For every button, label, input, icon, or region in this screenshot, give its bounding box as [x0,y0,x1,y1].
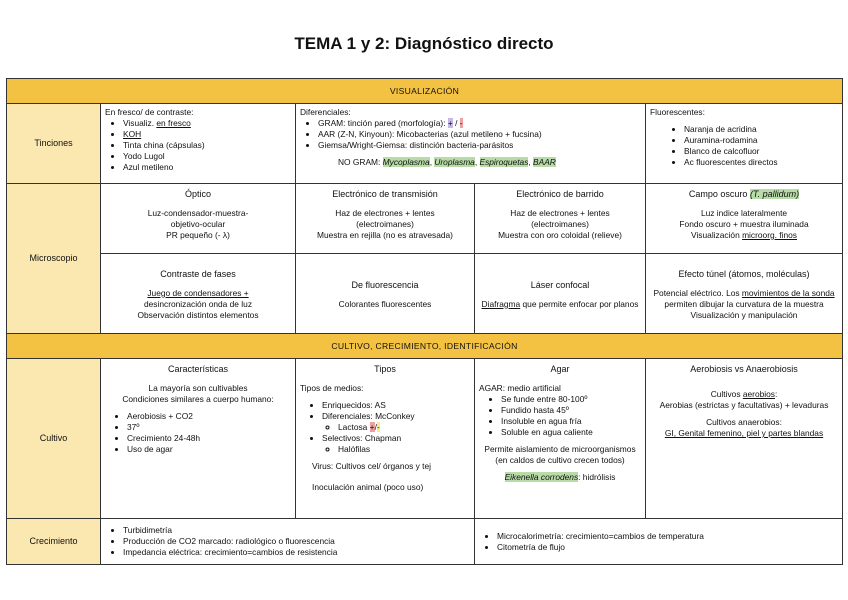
list-item: • Tinta china (cápsulas) [123,140,291,151]
list-item: • Ac fluorescentes directos [684,157,838,168]
cell-crecimiento-right [475,519,843,565]
agar-list [479,394,641,438]
list-item: • AAR (Z-N, Kinyoun): Micobacterias (azul metileno + fucsina) [318,129,641,140]
cell-caracteristicas: Características La mayoría son cultivables Condiciones similares a cuerpo humano: • Aerobiosis + CO2 • 37º • Crecimiento 24-48h • Uso de agar [101,359,296,519]
row-microscopio-2 [7,254,843,334]
list-item: • Yodo Lugol [123,151,291,162]
list-item: • Microcalorimetría: crecimiento=cambios de temperatura [497,531,838,542]
fresco-list [105,118,291,173]
diagnosis-table [6,78,843,565]
list-item: • Diferenciales: McConkey ◦ Lactosa +/- [322,411,470,433]
list-item: • Uso de agar [127,444,291,455]
list-item: • GRAM: tinción pared (morfología): + / - [318,118,641,129]
list-item: • Azul metileno [123,162,291,173]
list-item: • 37º [127,422,291,433]
lactosa-negative-mark: - [376,422,380,432]
lactosa-positive-mark: + [369,422,375,432]
list-item: • Naranja de acridina [684,124,838,135]
cell-efecto-tunel: Efecto túnel (átomos, moléculas) Potencial eléctrico. Los movimientos de la sonda permiten dibujar la curvatura de la muestra Visualización y manipulación [646,254,843,334]
list-item: • KOH [123,129,291,140]
gram-positive-mark: + [447,118,453,128]
cell-optico: Óptico Luz-condensador-muestra- objetivo-ocular PR pequeño (- λ) [101,184,296,254]
list-item: ◦ Halófilas [338,444,470,455]
diferenciales-list [300,118,641,151]
row-microscopio-1 [7,184,843,254]
row-label-tinciones: Tinciones [7,104,101,184]
crecimiento-right-list [479,531,838,553]
cell-campo-oscuro: Campo oscuro (T. pallidum) Luz indice lateralmente Fondo oscuro + muestra iluminada Visualización microorg. finos [646,184,843,254]
tipos-list [300,400,470,455]
row-label-microscopio: Microscopio [7,184,101,334]
crecimiento-left-list [105,525,470,558]
list-item: • Se funde entre 80-100º [501,394,641,405]
cell-transmision: Electrónico de transmisión Haz de electrones + lentes (electroimanes) Muestra en rejilla (no es atravesada) [296,184,475,254]
no-gram-line: NO GRAM: Mycoplasma, Uroplasma, Espiroquetas, BAAR [338,157,556,167]
section-header-visualizacion: VISUALIZACIÓN [7,79,843,104]
cell-fluorescencia: De fluorescencia Colorantes fluorescentes [296,254,475,334]
list-item: • Impedancia eléctrica: crecimiento=cambios de resistencia [123,547,470,558]
list-item: • Selectivos: Chapman ◦ Halófilas [322,433,470,455]
list-item: • Giemsa/Wright-Giemsa: distinción bacteria-parásitos [318,140,641,151]
caracteristicas-list [105,411,291,455]
row-label-cultivo: Cultivo [7,359,101,519]
cell-fresco [101,104,296,184]
list-item: • Fundido hasta 45º [501,405,641,416]
row-tinciones [7,104,843,184]
page-title: TEMA 1 y 2: Diagnóstico directo [294,34,554,53]
row-label-crecimiento: Crecimiento [7,519,101,565]
list-item: • Producción de CO2 marcado: radiológico o fluorescencia [123,536,470,547]
row-cultivo [7,359,843,519]
list-item: • Crecimiento 24-48h [127,433,291,444]
list-item: • Aerobiosis + CO2 [127,411,291,422]
fluorescentes-list [650,124,838,168]
section-header-cultivo: CULTIVO, CRECIMIENTO, IDENTIFICACIÓN [7,334,843,359]
list-item: • Blanco de calcofluor [684,146,838,157]
cell-tipos: Tipos Tipos de medios: • Enriquecidos: AS • Diferenciales: McConkey ◦ Lactosa +/- • Selectivos: Chapman ◦ Halófilas Virus: Cultivos cel/ órganos y tej Inoculación animal (poco uso) [296,359,475,519]
cell-barrido: Electrónico de barrido Haz de electrones + lentes (electroimanes) Muestra con oro coloidal (relieve) [475,184,646,254]
list-item: ◦ Lactosa +/- [338,422,470,433]
cell-aerobiosis: Aerobiosis vs Anaerobiosis Cultivos aerobios: Aerobias (estrictas y facultativas) + levaduras Cultivos anaerobios: GI, Genital femenino, piel y partes blandas [646,359,843,519]
list-item: • Enriquecidos: AS [322,400,470,411]
list-item: • Insoluble en agua fría [501,416,641,427]
gram-negative-mark: - [459,118,463,128]
cell-crecimiento-left [101,519,475,565]
cell-diferenciales [296,104,646,184]
list-item: • Soluble en agua caliente [501,427,641,438]
cell-laser-confocal: Láser confocal Diafragma que permite enfocar por planos [475,254,646,334]
cell-fluorescentes [646,104,843,184]
diferenciales-intro: Diferenciales: [300,107,351,117]
list-item: • Visualiz. en fresco [123,118,291,129]
fluorescentes-intro: Fluorescentes: [650,107,705,117]
fresco-intro: En fresco/ de contraste: [105,107,194,117]
section-row-visualizacion [7,79,843,104]
list-item: • Turbidimetría [123,525,470,536]
cell-agar: Agar AGAR: medio artificial • Se funde entre 80-100º • Fundido hasta 45º • Insoluble en agua fría • Soluble en agua caliente Permite aislamiento de microorganismos (en caldos de cultivo crecen todos) Eikenella corrodens: hidrólisis [475,359,646,519]
row-crecimiento [7,519,843,565]
list-item: • Citometría de flujo [497,542,838,553]
list-item: • Auramina-rodamina [684,135,838,146]
section-row-cultivo [7,334,843,359]
cell-contraste-fases: Contraste de fases Juego de condensadores + desincronización onda de luz Observación distintos elementos [101,254,296,334]
